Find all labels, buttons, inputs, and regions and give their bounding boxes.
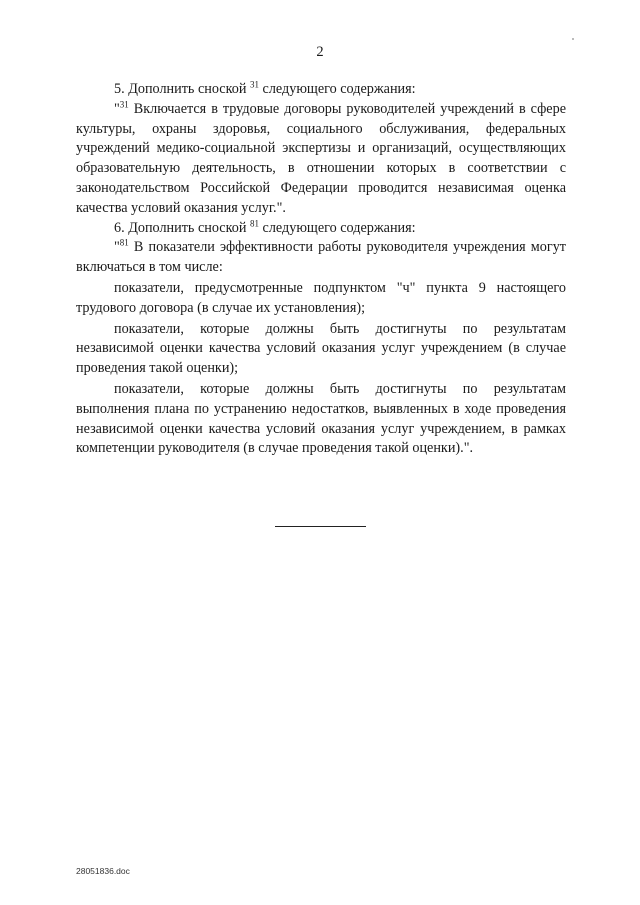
- item-5-footnote-text: [76, 100, 566, 219]
- item-5-intro: [76, 80, 566, 100]
- item-6-list-item: показатели, предусмотренные подпунктом "ч" пункта 9 настоящего трудового договора (в случае их установления);: [76, 279, 566, 316]
- end-rule: [275, 526, 366, 527]
- item-6-list-item: показатели, которые должны быть достигнуты по результатам выполнения плана по устранению недостатков, выявленных в ходе проведения независимой оценки качества условий оказания услуг учреждением, в рамках компетенции руководителя (в случае проведения такой оценки).".: [76, 380, 566, 457]
- item-6-quote-body: В показатели эффективности работы руководителя учреждения могут включаться в том числе:: [76, 239, 566, 276]
- item-5-intro-footnote-mark: 31: [249, 79, 259, 90]
- item-6-intro: [76, 219, 566, 239]
- item-5-quote-body: Включается в трудовые договоры руководителей учреждений в сфере культуры, охраны здоровья, социального обслуживания, федеральных учреждений медико-социальной экспертизы и организаций, осуществляющих образовательную деятельность, в отношении которых в соответствии с законодательством Российской Федерации проводится независимая оценка качества условий оказания услуг.".: [76, 100, 566, 216]
- item-6-intro-footnote-mark: 81: [249, 217, 259, 228]
- page-number: 2: [316, 44, 324, 60]
- item-5-intro-before: 5. Дополнить сноской: [114, 81, 250, 97]
- item-6-list-item: показатели, которые должны быть достигнуты по результатам независимой оценки качества условий оказания услуг учреждением (в случае проведения такой оценки);: [76, 320, 566, 377]
- scan-speck: [572, 38, 574, 40]
- item-6-intro-after: следующего содержания:: [258, 219, 416, 236]
- item-5-intro-after: следующего содержания:: [258, 81, 416, 97]
- document-file-code: 28051836.doc: [76, 866, 130, 876]
- item-6-intro-before: 6. Дополнить сноской: [114, 219, 250, 236]
- item-6-footnote-mark: 81: [119, 237, 129, 248]
- item-5-footnote-mark: 31: [119, 99, 129, 110]
- item-5-quote-open: ": [114, 100, 120, 117]
- item-6-quote-open: ": [114, 239, 120, 256]
- document-body: [76, 80, 566, 459]
- item-6-footnote-text: [76, 238, 566, 278]
